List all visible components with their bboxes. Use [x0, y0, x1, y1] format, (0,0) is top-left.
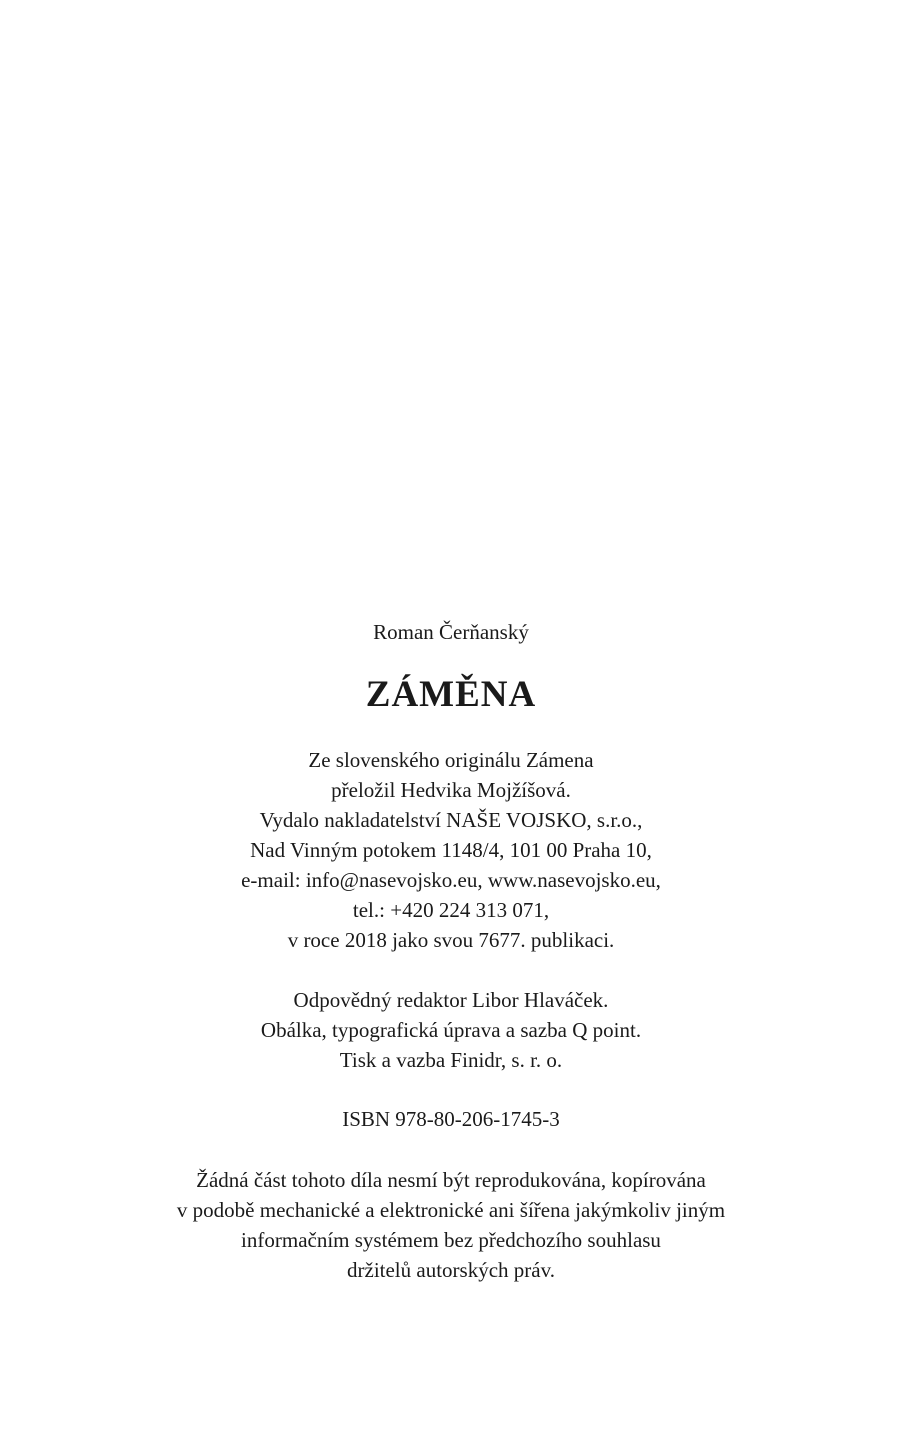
author-name: Roman Čerňanský: [373, 620, 529, 644]
credits-line: Odpovědný redaktor Libor Hlaváček.: [293, 988, 609, 1012]
credits-info: [0, 985, 902, 1075]
book-title: ZÁMĚNA: [365, 674, 537, 715]
publication-line: Vydalo nakladatelství NAŠE VOJSKO, s.r.o.,: [259, 808, 643, 832]
rights-line: informačním systémem bez předchozího souhlasu: [241, 1228, 661, 1252]
rights-line: v podobě mechanické a elektronické ani šířena jakýmkoliv jiným: [176, 1198, 726, 1222]
rights-line: držitelů autorských práv.: [347, 1258, 555, 1282]
publication-info: [0, 745, 902, 955]
credits-line: Tisk a vazba Finidr, s. r. o.: [339, 1048, 563, 1072]
publication-line: přeložil Hedvika Mojžíšová.: [331, 778, 571, 802]
publication-line: tel.: +420 224 313 071,: [352, 898, 550, 922]
publication-line: Nad Vinným potokem 1148/4, 101 00 Praha 10,: [250, 838, 652, 862]
credits-line: Obálka, typografická úprava a sazba Q point.: [260, 1018, 642, 1042]
isbn-line: ISBN 978-80-206-1745-3: [342, 1107, 560, 1131]
rights-notice: [0, 1165, 902, 1285]
publication-line: v roce 2018 jako svou 7677. publikaci.: [287, 928, 615, 952]
publication-line: Ze slovenského originálu Zámena: [308, 748, 594, 772]
rights-line: Žádná část tohoto díla nesmí být reprodukována, kopírována: [196, 1168, 706, 1192]
isbn-number: [0, 1104, 902, 1134]
publication-line: e-mail: info@nasevojsko.eu, www.nasevojsko.eu,: [241, 868, 661, 892]
